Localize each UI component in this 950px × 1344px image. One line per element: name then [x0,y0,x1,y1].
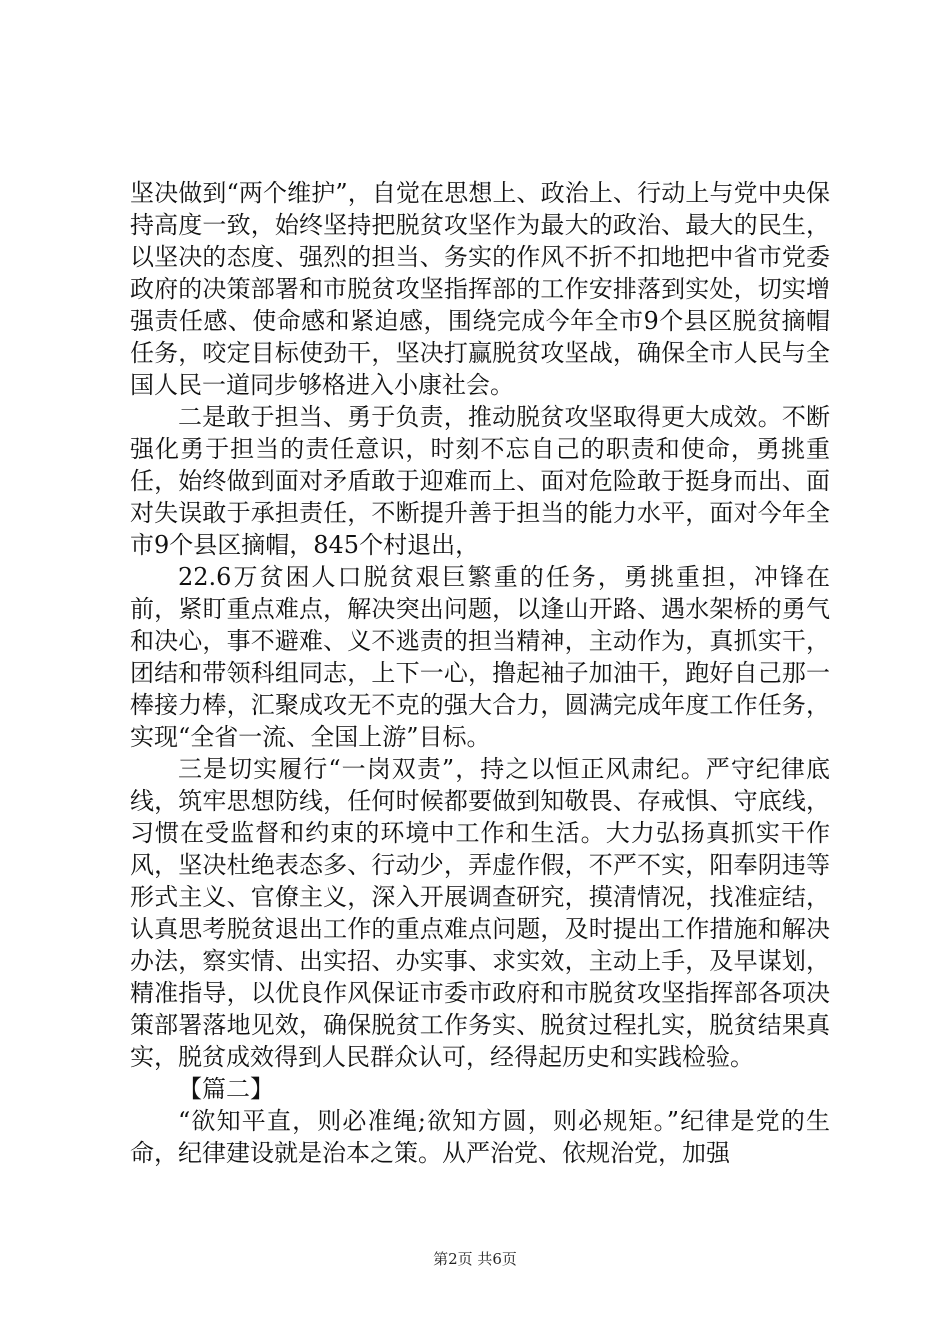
page-number-footer: 第2页 共6页 [433,1250,517,1268]
paragraph-section-two-intro: “欲知平直，则必准绳;欲知方圆，则必规矩。”纪律是党的生命，纪律建设就是治本之策。从严治党、依规治党，加强 [130,1107,830,1167]
section-heading: 【篇二】 [178,1075,274,1103]
paragraph-third-point: 三是切实履行“一岗双责”，持之以恒正风肃纪。严守纪律底线，筑牢思想防线，任何时候都要做到知敬畏、存戒惧、守底线，习惯在受监督和约束的环境中工作和生活。大力弘扬真抓实干作风，坚决杜绝表态多、行动少，弄虚作假，不严不实，阳奉阴违等形式主义、官僚主义，深入开展调查研究，摸清情况，找准症结，认真思考脱贫退出工作的重点难点问题，及时提出工作措施和解决办法，察实情、出实招、办实事、求实效，主动上手，及早谋划，精准指导，以优良作风保证市委市政府和市脱贫攻坚指挥部各项决策部署落地见效，确保脱贫工作务实、脱贫过程扎实，脱贫结果真实，脱贫成效得到人民群众认可，经得起历史和实践检验。 [130,755,830,1071]
document-body [130,177,830,1169]
paragraph-second-point: 二是敢于担当、勇于负责，推动脱贫攻坚取得更大成效。不断强化勇于担当的责任意识，时刻不忘自己的职责和使命，勇挑重任，始终做到面对矛盾敢于迎难而上、面对危险敢于挺身而出、面对失误敢于承担责任，不断提升善于担当的能力水平，面对今年全市9个县区摘帽，845个村退出， [130,403,830,559]
paragraph-continuation: 坚决做到“两个维护”，自觉在思想上、政治上、行动上与党中央保持高度一致，始终坚持把脱贫攻坚作为最大的政治、最大的民生，以坚决的态度、强烈的担当、务实的作风不折不扣地把中省市党委政府的决策部署和市脱贫攻坚指挥部的工作安排落到实处，切实增强责任感、使命感和紧迫感，围绕完成今年全市9个县区脱贫摘帽任务，咬定目标使劲干，坚决打赢脱贫攻坚战，确保全市人民与全国人民一道同步够格进入小康社会。 [130,179,830,399]
paragraph-poverty-figures: 22.6万贫困人口脱贫艰巨繁重的任务，勇挑重担，冲锋在前，紧盯重点难点，解决突出问题，以逢山开路、遇水架桥的勇气和决心，事不避难、义不逃责的担当精神，主动作为，真抓实干，团结和带领科组同志，上下一心，撸起袖子加油干，跑好自己那一棒接力棒，汇聚成攻无不克的强大合力，圆满完成年度工作任务，实现“全省一流、全国上游”目标。 [130,563,830,751]
